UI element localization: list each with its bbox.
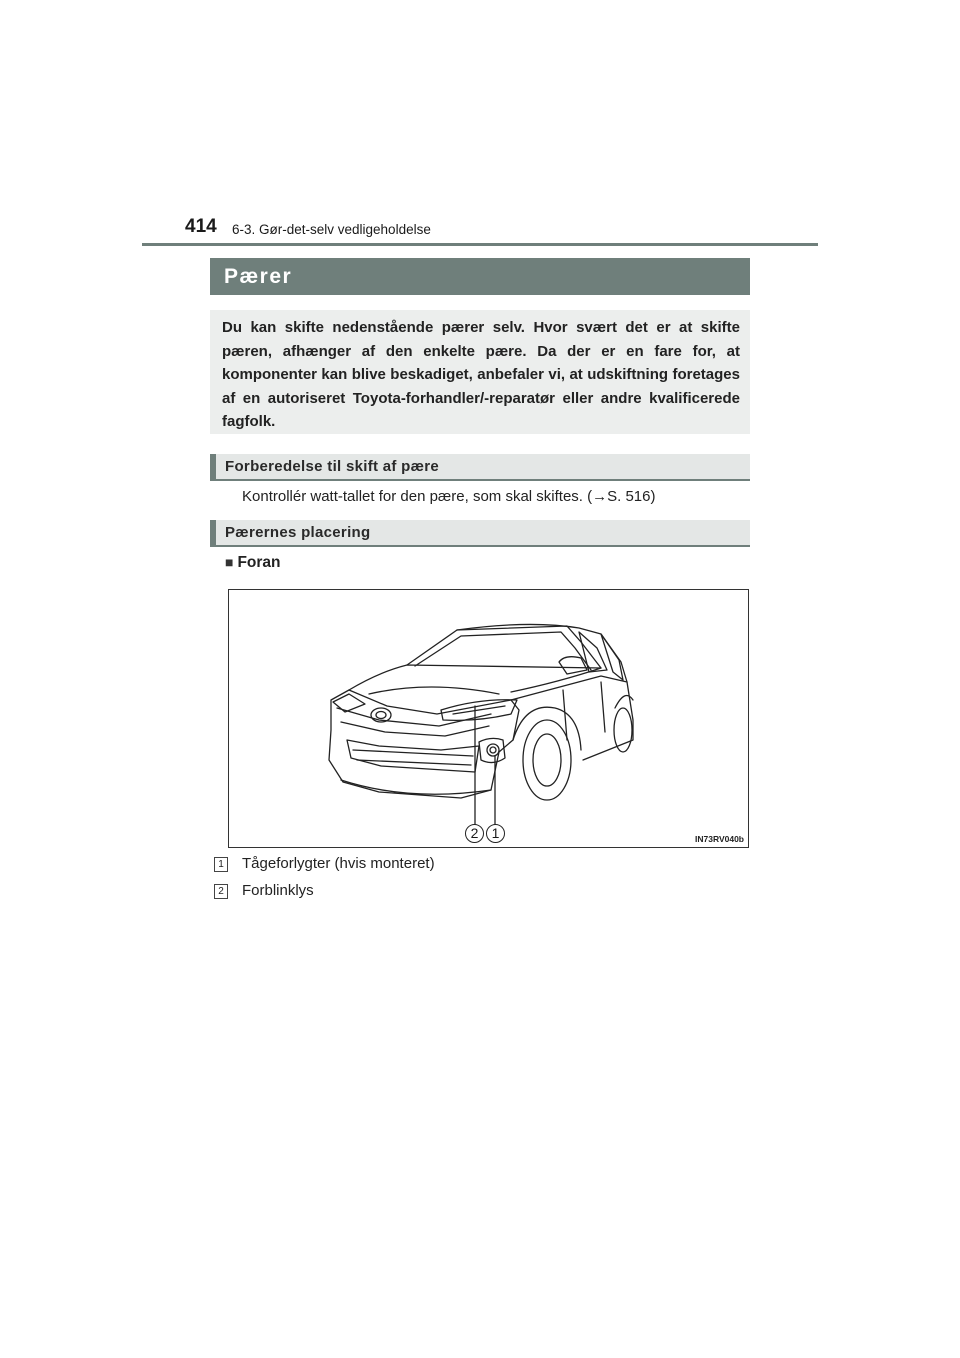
windshield-inner bbox=[415, 632, 591, 670]
preparation-text: Kontrollér watt-tallet for den pære, som skal skiftes. (→S. 516) bbox=[242, 488, 656, 505]
windshield-outline bbox=[407, 626, 601, 668]
page-title: Pærer bbox=[210, 258, 750, 295]
hood-crease bbox=[369, 687, 499, 694]
door-line-rear bbox=[601, 682, 605, 732]
front-label bbox=[225, 554, 281, 572]
rear-wheel bbox=[614, 708, 632, 752]
figure-code: IN73RV040b bbox=[695, 834, 744, 844]
lower-grille bbox=[347, 740, 479, 772]
callout-2: 2 bbox=[465, 824, 484, 843]
callout-1: 1 bbox=[486, 824, 505, 843]
legend-num: 2 bbox=[214, 884, 228, 899]
header-rule bbox=[142, 243, 818, 246]
car-illustration bbox=[229, 590, 748, 847]
intro-box: Du kan skifte nedenstående pærer selv. Hvor svært det er at skifte pæren, afhænger af den enkelte pære. Da der er en fare for, at komponenter kan blive beskadiget, anbefaler vi, at udskiftning foretages af en autoriseret Toyota-forhandler/-reparatør eller andre kvalificerede fagfolk. bbox=[210, 310, 750, 434]
lower-grille-bar1 bbox=[353, 750, 473, 756]
square-bullet-icon: ■ bbox=[225, 554, 234, 570]
front-label-text: Foran bbox=[237, 554, 281, 571]
car-figure bbox=[228, 589, 749, 848]
legend-text: Forblinklys bbox=[242, 882, 314, 899]
legend-text: Tågeforlygter (hvis monteret) bbox=[242, 855, 435, 872]
legend-num: 1 bbox=[214, 857, 228, 872]
subheading-preparation: Forberedelse til skift af pære bbox=[210, 454, 750, 481]
front-wheel bbox=[523, 720, 571, 800]
front-wheel-arch bbox=[513, 707, 581, 750]
side-window-rear bbox=[601, 634, 623, 680]
subheading-bulb-locations: Pærernes placering bbox=[210, 520, 750, 547]
section-path: 6-3. Gør-det-selv vedligeholdelse bbox=[232, 222, 431, 237]
page-number: 414 bbox=[185, 216, 217, 237]
fog-light bbox=[487, 744, 499, 756]
